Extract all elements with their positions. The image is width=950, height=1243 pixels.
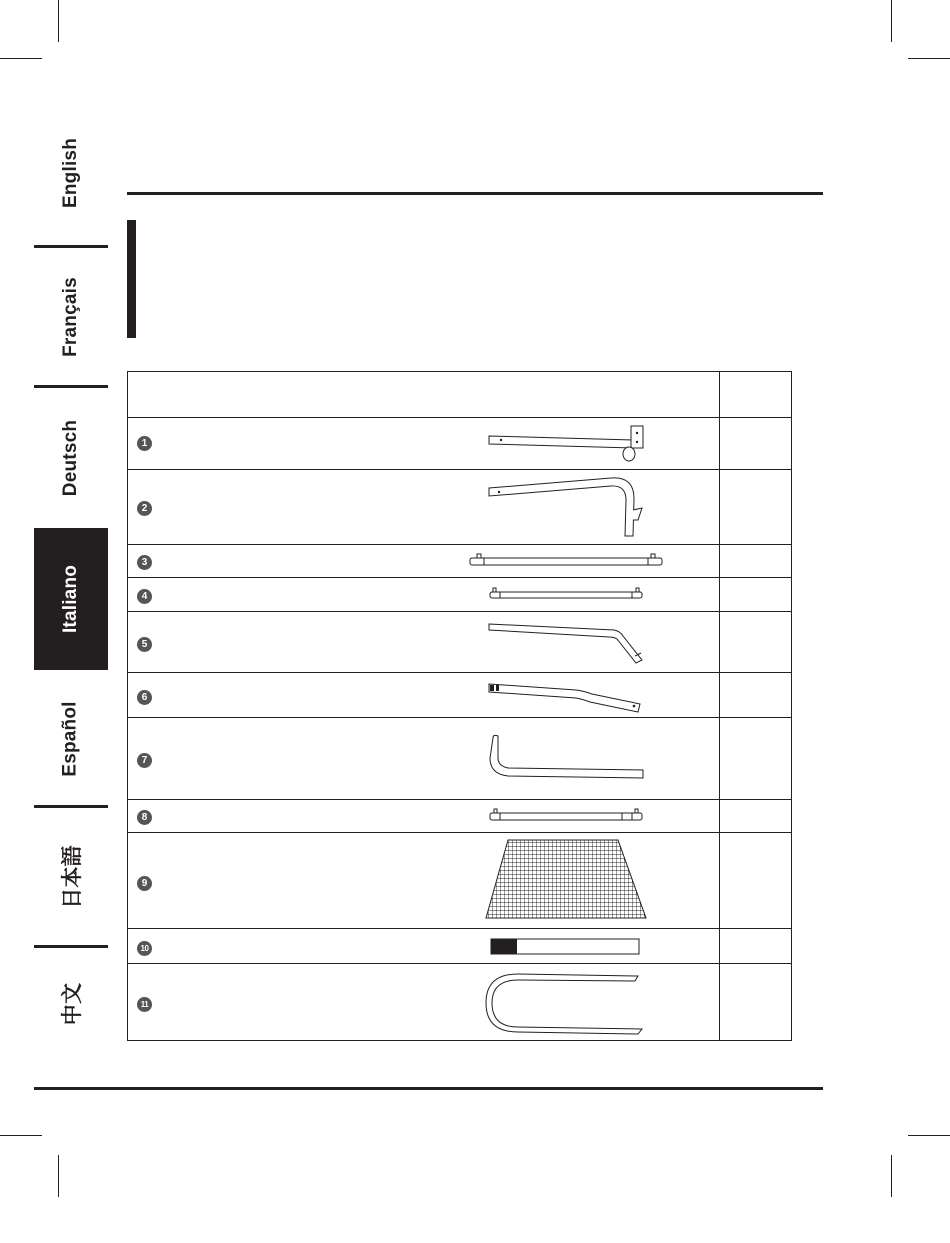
row-separator (128, 928, 791, 929)
crop-mark (908, 1135, 950, 1136)
quantity-column-divider (719, 372, 720, 1040)
part-number-badge: 6 (137, 690, 152, 705)
row-separator (128, 963, 791, 964)
tab-label: 日本語 (59, 844, 84, 909)
top-bar-with-bracket-icon (486, 424, 646, 466)
row-separator (128, 544, 791, 545)
net-icon (484, 838, 648, 922)
bent-tube-icon (486, 616, 646, 668)
short-straight-tube-icon (486, 584, 646, 606)
part-number-badge: 11 (137, 997, 152, 1012)
section-marker-bar (127, 220, 136, 338)
row-separator (128, 717, 791, 718)
row-separator (128, 417, 791, 418)
parts-table (127, 371, 792, 1041)
long-straight-tube-icon (466, 549, 666, 573)
crop-mark (0, 1135, 42, 1136)
curved-upright-pole-icon (486, 474, 646, 542)
tab-japanese[interactable] (34, 808, 108, 945)
part-number-badge: 10 (137, 941, 152, 956)
tab-francais[interactable] (34, 248, 108, 385)
tab-label: Italiano (59, 564, 81, 634)
tab-italiano[interactable] (34, 528, 108, 670)
row-separator (128, 832, 791, 833)
tab-english[interactable] (34, 100, 108, 245)
part-number-badge: 5 (137, 637, 152, 652)
tab-label: Español (60, 700, 81, 777)
u-shaped-ground-stake-icon (484, 972, 646, 1036)
part-number-badge: 9 (137, 876, 152, 891)
crop-mark (58, 0, 59, 42)
part-number-badge: 7 (137, 753, 152, 768)
tab-deutsch[interactable] (34, 388, 108, 528)
footer-rule (34, 1087, 823, 1090)
tab-label: Français (60, 276, 82, 357)
part-number-badge: 1 (137, 436, 152, 451)
row-separator (128, 799, 791, 800)
velcro-strap-icon (490, 938, 640, 956)
header-rule (127, 192, 823, 195)
tab-label: English (59, 137, 81, 208)
crop-mark (891, 1155, 892, 1197)
l-shaped-tube-icon (486, 732, 646, 782)
tab-label: 中文 (60, 982, 84, 1026)
language-tabs (34, 100, 108, 1060)
part-number-badge: 3 (137, 555, 152, 570)
row-separator (128, 672, 791, 673)
crop-mark (908, 58, 950, 59)
crop-mark (891, 0, 892, 42)
tab-espanol[interactable] (34, 672, 108, 805)
tab-label: Deutsch (60, 419, 81, 497)
part-number-badge: 8 (137, 810, 152, 825)
part-number-badge: 4 (137, 589, 152, 604)
crop-mark (58, 1155, 59, 1197)
row-separator (128, 469, 791, 470)
part-number-badge: 2 (137, 501, 152, 516)
tab-chinese[interactable] (34, 948, 108, 1060)
crop-mark (0, 58, 42, 59)
row-separator (128, 577, 791, 578)
row-separator (128, 611, 791, 612)
connector-tube-icon (486, 804, 646, 828)
angled-tube-icon (486, 678, 646, 714)
